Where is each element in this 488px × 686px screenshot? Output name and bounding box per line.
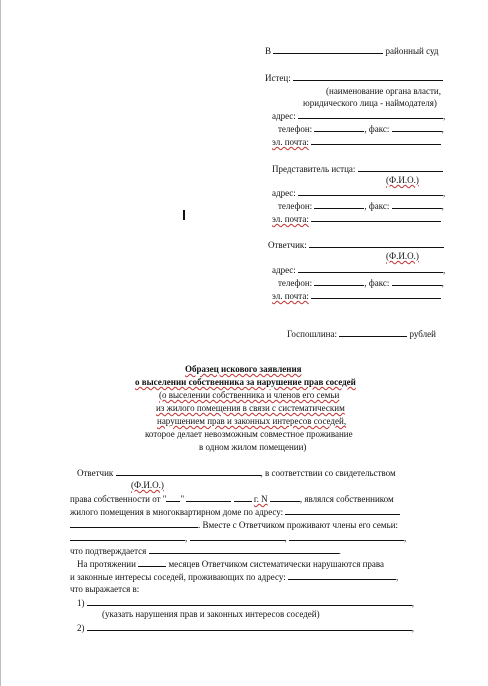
doc-subtitle-4: которое делает невозможным совместное проживание	[145, 429, 353, 439]
body-p4: . Вместе с Ответчиком проживают члены его семьи:	[70, 519, 398, 530]
plaintiff-line: Истец:	[265, 72, 443, 83]
defendant-line: Ответчик:	[268, 239, 444, 250]
rep-address-line: адрес: ,	[272, 188, 446, 198]
rep-fio: (Ф.И.О.)	[386, 175, 419, 185]
rep-line: Представитель истца:	[272, 163, 443, 174]
doc-subtitle-5: в одном жилом помещении)	[199, 442, 307, 452]
defendant-address-line: адрес: ,	[272, 265, 446, 275]
body-p9: что выражается в:	[70, 584, 140, 594]
court-line: В районный суд	[265, 46, 439, 56]
body-p1: Ответчик , в соответствии со свидетельством	[77, 468, 396, 478]
rep-phone-line: телефон: , факс: ,	[278, 201, 444, 211]
plaintiff-hint-2: юридического лица - наймодателя)	[303, 98, 437, 108]
body-p2: права собственности от " " г. N , являлся собственником	[70, 494, 394, 504]
body-p8: и законные интересы соседей, проживающих по адресу: ,	[70, 572, 399, 582]
rep-email-line: эл. почта:	[272, 213, 441, 224]
body-p3: жилого помещения в многоквартирном доме по адресу:	[70, 506, 400, 517]
doc-subtitle-1: (о выселении собственника и членов его семьи	[159, 390, 340, 400]
doc-title-line1: Образец искового заявления	[185, 364, 302, 374]
plaintiff-hint-1: (наименование органа власти,	[326, 86, 441, 96]
plaintiff-blank	[293, 72, 443, 81]
doc-subtitle-3: нарушением прав и законных интересов соседей,	[157, 416, 347, 426]
defendant-phone-line: телефон: , факс: ,	[278, 278, 444, 288]
text-cursor	[183, 210, 185, 220]
body-item1-hint: (указать нарушения прав и законных интересов соседей)	[102, 609, 320, 619]
body-item2: 2) ,	[77, 623, 414, 633]
page-edge	[0, 0, 1, 686]
body-fio: (Ф.И.О.)	[131, 480, 164, 490]
court-blank	[273, 45, 383, 54]
defendant-fio: (Ф.И.О.)	[386, 251, 419, 261]
doc-title-line2: о выселении собственника за нарушение прав соседей	[135, 377, 356, 387]
body-item1: 1) ,	[77, 598, 414, 608]
plaintiff-phone-line: телефон: , факс: ,	[278, 124, 444, 134]
plaintiff-address-line: адрес: ,	[272, 111, 446, 121]
doc-subtitle-2: из жилого помещения в связи с систематическим	[156, 403, 345, 413]
plaintiff-email-line: эл. почта:	[272, 136, 441, 147]
fee-line: Госпошлина: рублей	[287, 329, 436, 339]
body-p7: На протяжении месяцев Ответчиком систематически нарушаются права	[77, 559, 385, 569]
body-p6: что подтверждается .	[70, 546, 341, 556]
body-p5: , , ,	[70, 532, 406, 543]
defendant-email-line: эл. почта:	[272, 290, 441, 301]
